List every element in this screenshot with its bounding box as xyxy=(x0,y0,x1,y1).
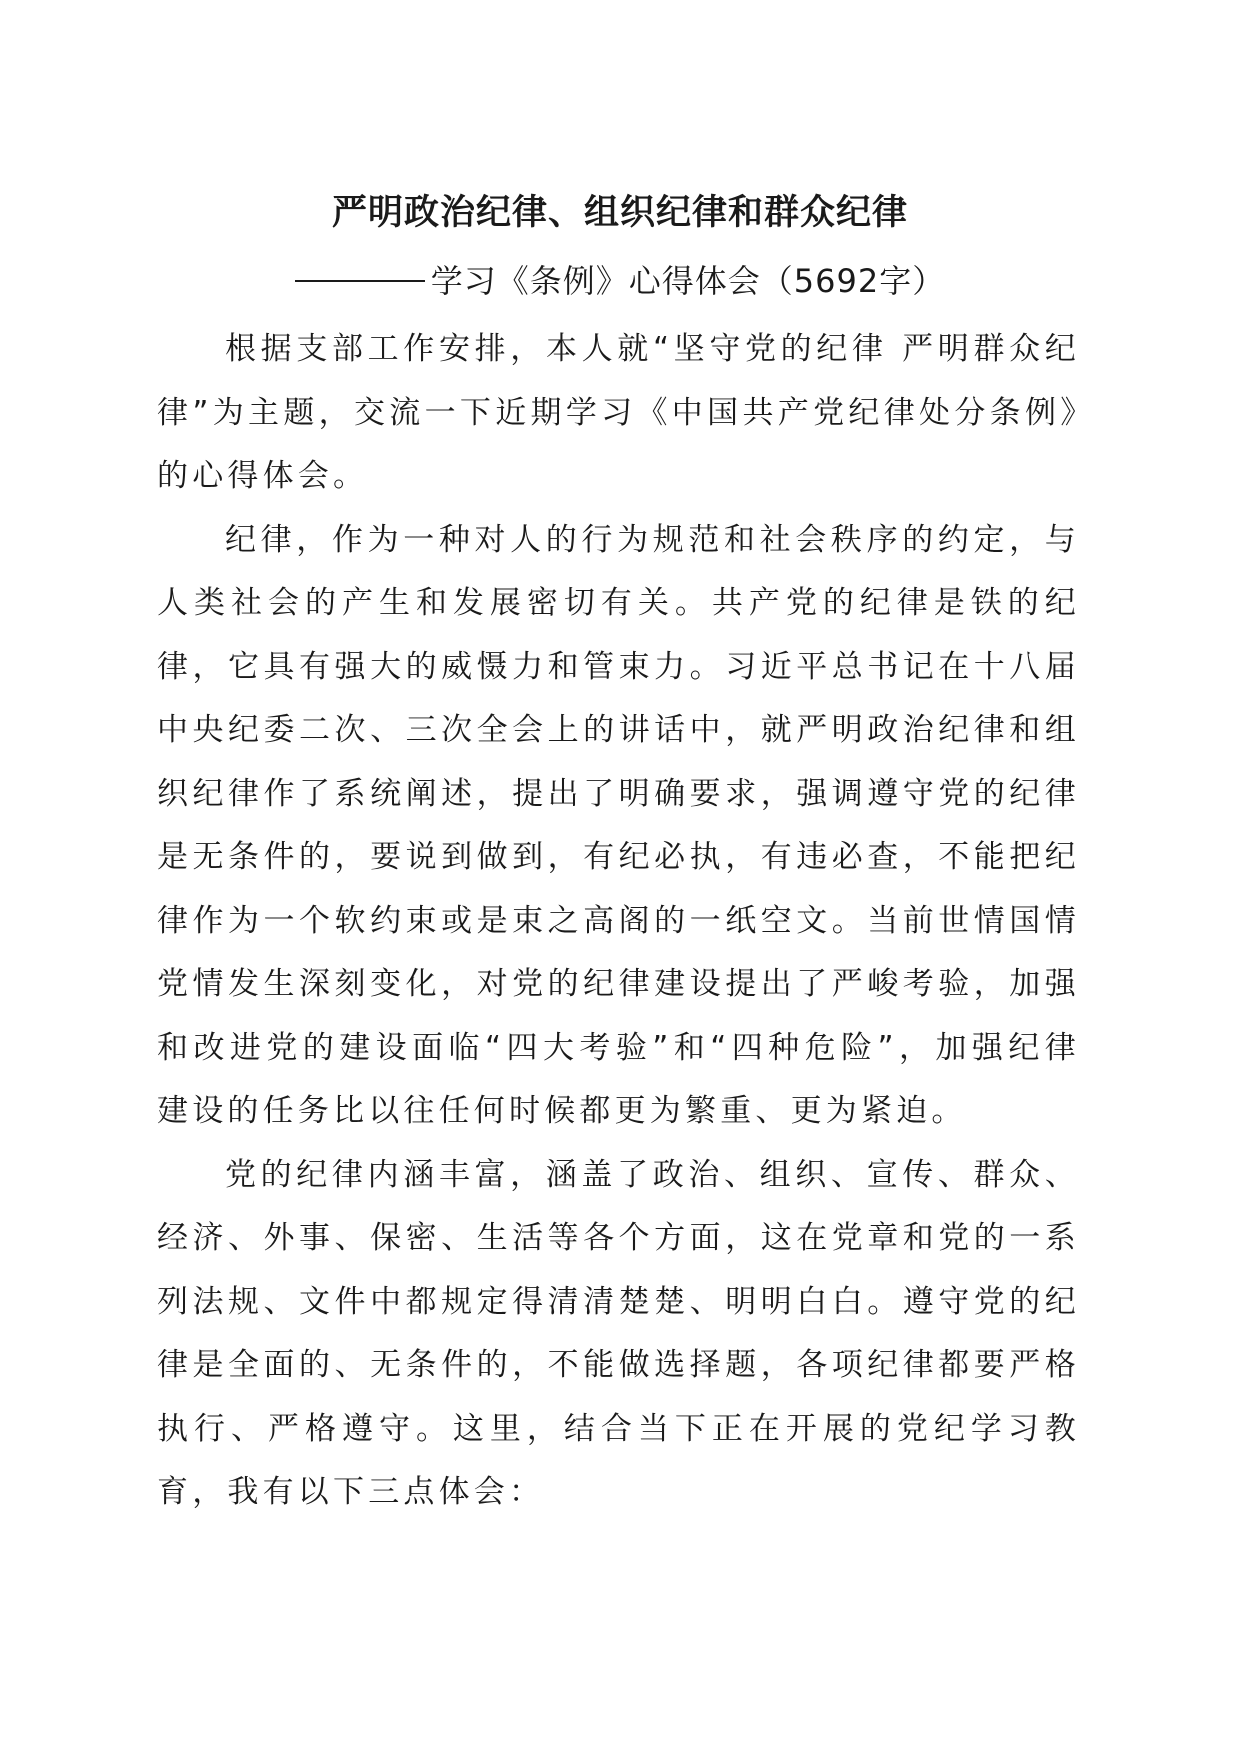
document-body xyxy=(157,318,1080,1525)
paragraph-scope: 党的纪律内涵丰富，涵盖了政治、组织、宣传、群众、经济、外事、保密、生活等各个方面，这在党章和党的一系列法规、文件中都规定得清清楚楚、明明白白。遵守党的纪律是全面的、无条件的，不能做选择题，各项纪律都要严格执行、严格遵守。这里，结合当下正在开展的党纪学习教育，我有以下三点体会： xyxy=(157,1156,1080,1510)
paragraph-discipline: 纪律，作为一种对人的行为规范和社会秩序的约定，与人类社会的产生和发展密切有关。共产党的纪律是铁的纪律，它具有强大的威慑力和管束力。习近平总书记在十八届中央纪委二次、三次全会上的讲话中，就严明政治纪律和组织纪律作了系统阐述，提出了明确要求，强调遵守党的纪律是无条件的，要说到做到，有纪必执，有违必查，不能把纪律作为一个软约束或是束之高阁的一纸空文。当前世情国情党情发生深刻变化，对党的纪律建设提出了严峻考验，加强和改进党的建设面临“四大考验”和“四种危险”，加强纪律建设的任务比以往任何时候都更为繁重、更为紧迫。 xyxy=(157,521,1080,1129)
document-title: 严明政治纪律、组织纪律和群众纪律 xyxy=(331,193,908,233)
document-subtitle xyxy=(0,256,1240,306)
subtitle-dash xyxy=(295,280,425,282)
subtitle-text: 学习《条例》心得体会（5692字） xyxy=(430,262,946,300)
paragraph-intro: 根据支部工作安排，本人就“坚守党的纪律 严明群众纪律”为主题，交流一下近期学习《中国共产党纪律处分条例》的心得体会。 xyxy=(157,331,1080,494)
